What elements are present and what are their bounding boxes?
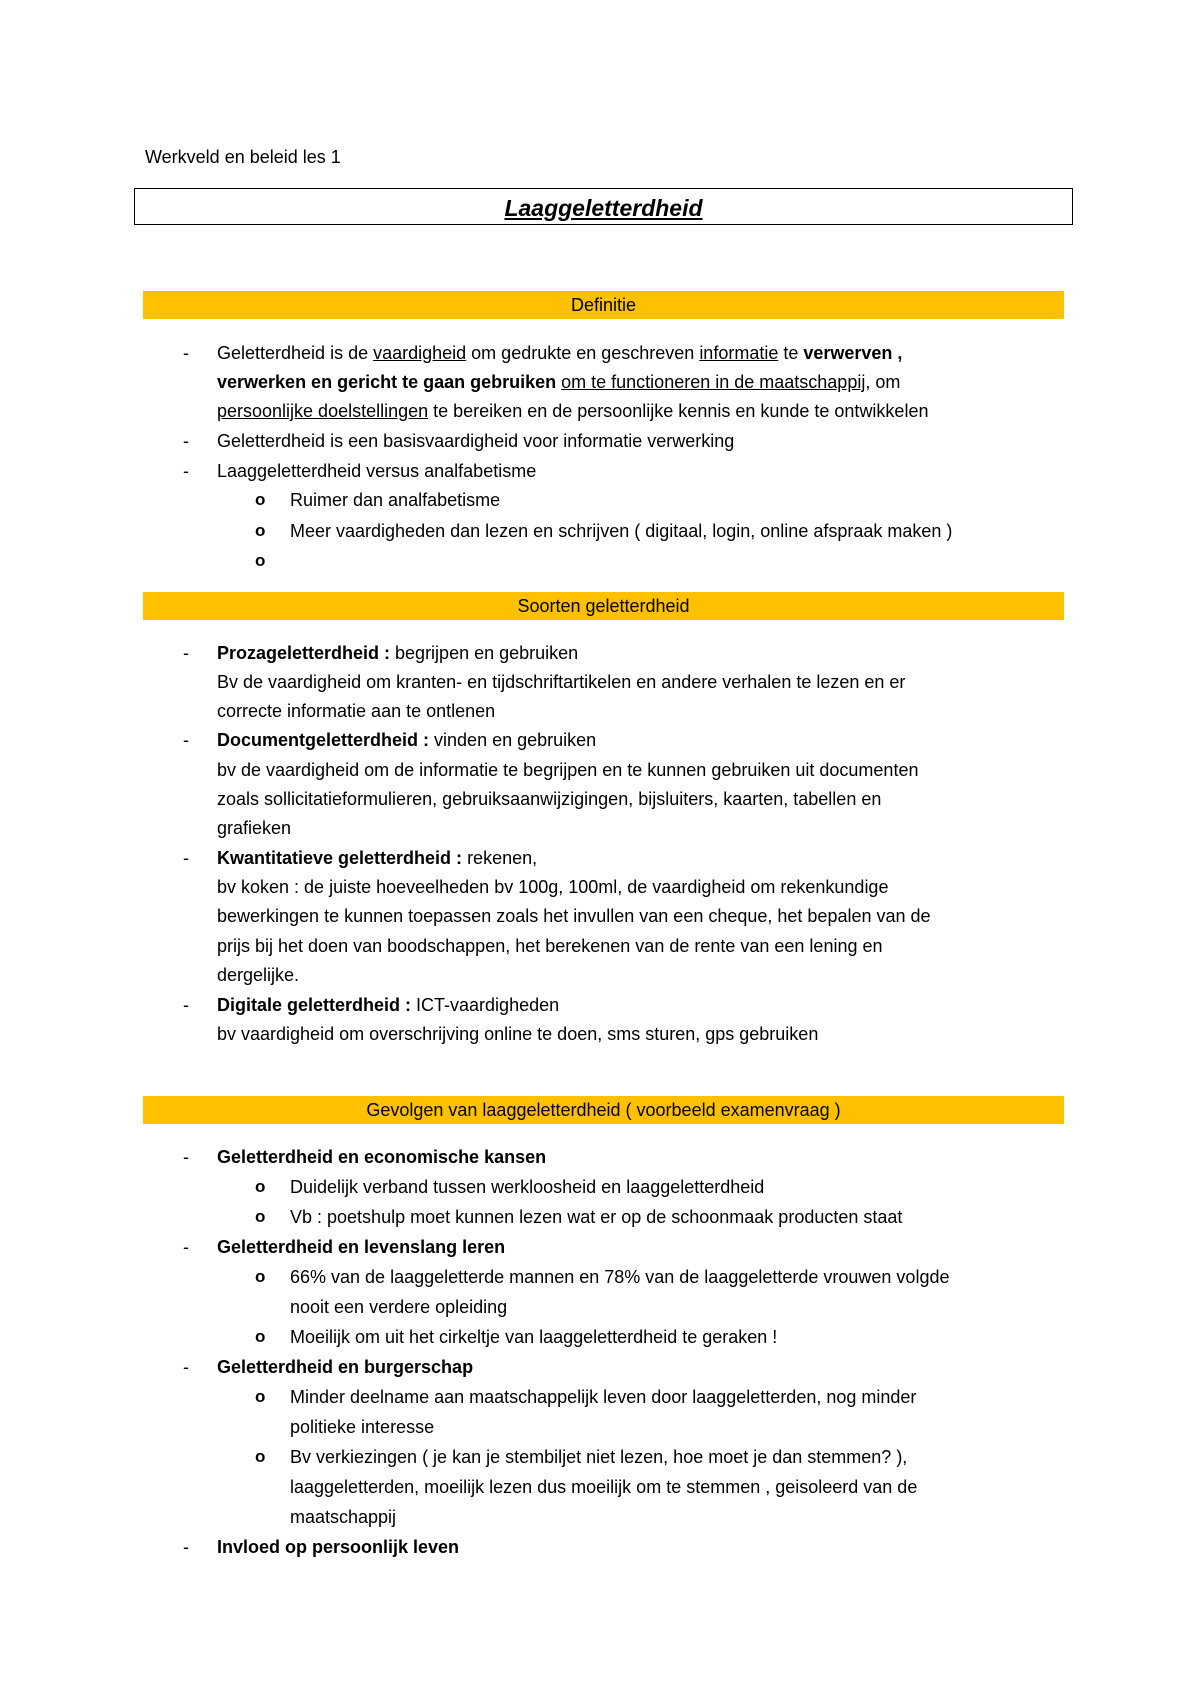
gevolg-burgerschap-sub-2: Bv verkiezingen ( je kan je stembiljet niet lezen, hoe moet je dan stemmen? ), (290, 1447, 908, 1467)
soort-digitaal: Digitale geletterdheid : ICT-vaardigheden (217, 995, 560, 1015)
list-bullet-o: o (255, 1387, 266, 1406)
list-bullet-o: o (255, 490, 266, 509)
list-dash: - (183, 643, 189, 663)
soort-kwantitatief: Kwantitatieve geletterdheid : rekenen, (217, 848, 538, 868)
list-bullet-o: o (255, 1207, 266, 1226)
definition-line-2: verwerken en gericht te gaan gebruiken om te functioneren in de maatschappij, om (217, 372, 901, 392)
gevolg-burgerschap-sub-2-cont: laaggeletterden, moeilijk lezen dus moeilijk om te stemmen , geisoleerd van de (290, 1477, 918, 1497)
gevolg-economisch-sub-1: Duidelijk verband tussen werkloosheid en laaggeletterdheid (290, 1177, 765, 1197)
document-title: Laaggeletterdheid (504, 195, 703, 221)
gevolg-persoonlijk: Invloed op persoonlijk leven (217, 1537, 460, 1557)
list-dash: - (183, 1357, 189, 1377)
list-dash: - (183, 1537, 189, 1557)
soort-document-line-2: bv de vaardigheid om de informatie te begrijpen en te kunnen gebruiken uit documenten (217, 760, 919, 780)
list-bullet-o: o (255, 1267, 266, 1286)
title-box (134, 188, 1073, 225)
list-dash: - (183, 1237, 189, 1257)
list-dash: - (183, 461, 189, 481)
definition-item-versus: Laaggeletterdheid versus analfabetisme (217, 461, 537, 481)
soort-kwantitatief-line-3: bewerkingen te kunnen toepassen zoals het invullen van een cheque, het bepalen van de (217, 906, 931, 926)
soort-digitaal-line-2: bv vaardigheid om overschrijving online te doen, sms sturen, gps gebruiken (217, 1024, 819, 1044)
definition-sub-meer: Meer vaardigheden dan lezen en schrijven ( digitaal, login, online afspraak maken ) (290, 521, 953, 541)
list-dash: - (183, 431, 189, 451)
section-heading-gevolgen: Gevolgen van laaggeletterdheid ( voorbeeld examenvraag ) (143, 1096, 1064, 1124)
list-dash: - (183, 730, 189, 750)
gevolg-burgerschap-sub-1: Minder deelname aan maatschappelijk leven door laaggeletterden, nog minder (290, 1387, 917, 1407)
soort-kwantitatief-line-2: bv koken : de juiste hoeveelheden bv 100g, 100ml, de vaardigheid om rekenkundige (217, 877, 889, 897)
list-dash: - (183, 848, 189, 868)
definition-line-3: persoonlijke doelstellingen te bereiken en de persoonlijke kennis en kunde te ontwikkelen (217, 401, 929, 421)
list-bullet-o: o (255, 1327, 266, 1346)
gevolg-economisch-sub-2: Vb : poetshulp moet kunnen lezen wat er op de schoonmaak producten staat (290, 1207, 903, 1227)
gevolg-burgerschap-sub-1-cont: politieke interesse (290, 1417, 435, 1437)
gevolg-levenslang-sub-2: Moeilijk om uit het cirkeltje van laaggeletterdheid te geraken ! (290, 1327, 778, 1347)
list-dash: - (183, 995, 189, 1015)
definition-sub-ruimer: Ruimer dan analfabetisme (290, 490, 501, 510)
gevolg-levenslang-sub-1-cont: nooit een verdere opleiding (290, 1297, 508, 1317)
section-heading-soorten: Soorten geletterdheid (143, 592, 1064, 620)
soort-document-line-4: grafieken (217, 818, 292, 838)
list-bullet-o-empty: o (255, 551, 266, 570)
list-bullet-o: o (255, 1177, 266, 1196)
gevolg-levenslang-sub-1: 66% van de laaggeletterde mannen en 78% van de laaggeletterde vrouwen volgde (290, 1267, 950, 1287)
definition-line-1: Geletterdheid is de vaardigheid om gedrukte en geschreven informatie te verwerven , (217, 343, 903, 363)
soort-document-line-3: zoals sollicitatieformulieren, gebruiksaanwijzigingen, bijsluiters, kaarten, tabellen en (217, 789, 882, 809)
definition-item-basisvaardigheid: Geletterdheid is een basisvaardigheid voor informatie verwerking (217, 431, 735, 451)
list-bullet-o: o (255, 521, 266, 540)
section-heading-definitie: Definitie (143, 291, 1064, 319)
list-bullet-o: o (255, 1447, 266, 1466)
soort-proza-line-2: Bv de vaardigheid om kranten- en tijdschriftartikelen en andere verhalen te lezen en er (217, 672, 906, 692)
soort-document: Documentgeletterdheid : vinden en gebruiken (217, 730, 597, 750)
soort-kwantitatief-line-5: dergelijke. (217, 965, 300, 985)
list-dash: - (183, 1147, 189, 1167)
gevolg-burgerschap: Geletterdheid en burgerschap (217, 1357, 474, 1377)
gevolg-levenslang: Geletterdheid en levenslang leren (217, 1237, 506, 1257)
soort-proza-line-3: correcte informatie aan te ontlenen (217, 701, 496, 721)
course-header: Werkveld en beleid les 1 (145, 147, 341, 167)
gevolg-burgerschap-sub-2-cont-2: maatschappij (290, 1507, 397, 1527)
gevolg-economisch: Geletterdheid en economische kansen (217, 1147, 547, 1167)
soort-proza: Prozageletterdheid : begrijpen en gebruiken (217, 643, 579, 663)
list-dash: - (183, 343, 189, 363)
soort-kwantitatief-line-4: prijs bij het doen van boodschappen, het berekenen van de rente van een lening en (217, 936, 883, 956)
